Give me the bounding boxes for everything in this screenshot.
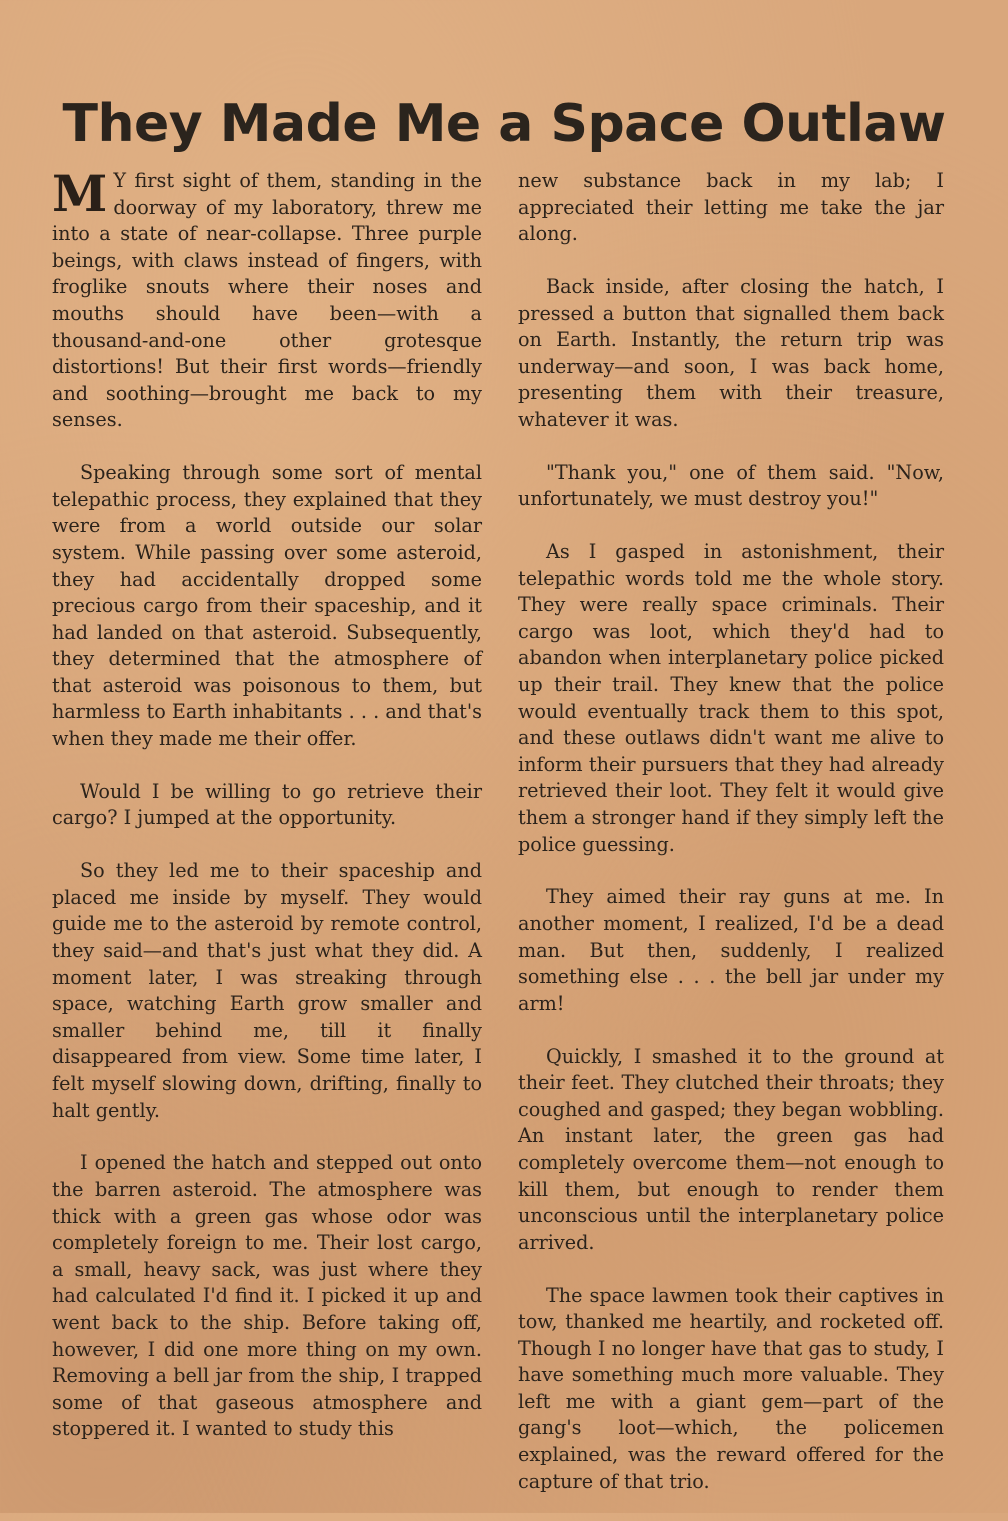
paragraph: I opened the hatch and stepped out onto the barren asteroid. The atmosphere was thick with a green gas whose odor was completely foreign to me. Their lost cargo, a small, heavy sack, was just where they had calculated I'd find it. I picked it up and went back to the ship. Before taking off, however, I did one more thing on my own. Removing a bell jar from the ship, I trapped some of that gaseous atmosphere and stoppered it. I wanted to study this [52,1151,482,1441]
paragraph-text: Y first sight of them, standing in the doorway of my laboratory, threw me into a state of near-collapse. Three purple beings, with claws instead of fingers, with froglike snouts where their noses and mouths should have been—with a thousand-and-one other grotesque distortions! But their first words—friendly and soothing—brought me back to my senses. [52,169,482,432]
story-title: They Made Me a Space Outlaw [62,94,946,154]
paragraph: Quickly, I smashed it to the ground at their feet. They clutched their throats; they coughed and gasped; they began wobbling. An instant later, the green gas had completely overcome them—not enough to kill them, but enough to render them unconscious until the interplanetary police arrived. [518,1044,944,1254]
paragraph [52,164,482,434]
paragraph: new substance back in my lab; I appreciated their letting me take the jar along. [518,169,944,246]
paragraph: The space lawmen took their captives in tow, thanked me heartily, and rocketed off. Though I no longer have that gas to study, I have something much more valuable. They left me with a giant gem—part of the gang's loot—which, the policemen explained, was the reward offered for the capture of that trio. [518,1283,944,1493]
paragraph: Back inside, after closing the hatch, I pressed a button that signalled them back on Earth. Instantly, the return trip was underway—and soon, I was back home, presenting them with their treasure, whatever it was. [518,274,944,431]
paragraph: So they led me to their spaceship and placed me inside by myself. They would guide me to the asteroid by remote control, they said—and that's just what they did. A moment later, I was streaking through space, watching Earth grow smaller and smaller behind me, till it finally disappeared from view. Some time later, I felt myself slowing down, drifting, finally to halt gently. [52,859,482,1122]
paragraph: Speaking through some sort of mental telepathic process, they explained that they were from a world outside our solar system. While passing over some asteroid, they had accidentally dropped some precious cargo from their spaceship, and it had landed on that asteroid. Subsequently, they determined that the atmosphere of that asteroid was poisonous to them, but harmless to Earth inhabitants . . . and that's when they made me their offer. [52,461,482,751]
paragraph: "Thank you," one of them said. "Now, unfortunately, we must destroy you!" [518,460,944,511]
paragraph: Would I be willing to go retrieve their cargo? I jumped at the opportunity. [52,779,482,830]
right-column [518,168,944,1521]
paragraph: They aimed their ray guns at me. In another moment, I realized, I'd be a dead man. But then, suddenly, I realized something else . . . the bell jar under my arm! [518,885,944,1015]
drop-cap: M [52,164,108,223]
paragraph: As I gasped in astonishment, their telepathic words told me the whole story. They were really space criminals. Their cargo was loot, which they'd had to abandon when interplanetary police picked up their trail. They knew that the police would eventually track them to this spot, and these outlaws didn't want me alive to inform their pursuers that they had already retrieved their loot. They felt it would give them a stronger hand if they simply left the police guessing. [518,540,944,856]
left-column [52,164,482,1469]
